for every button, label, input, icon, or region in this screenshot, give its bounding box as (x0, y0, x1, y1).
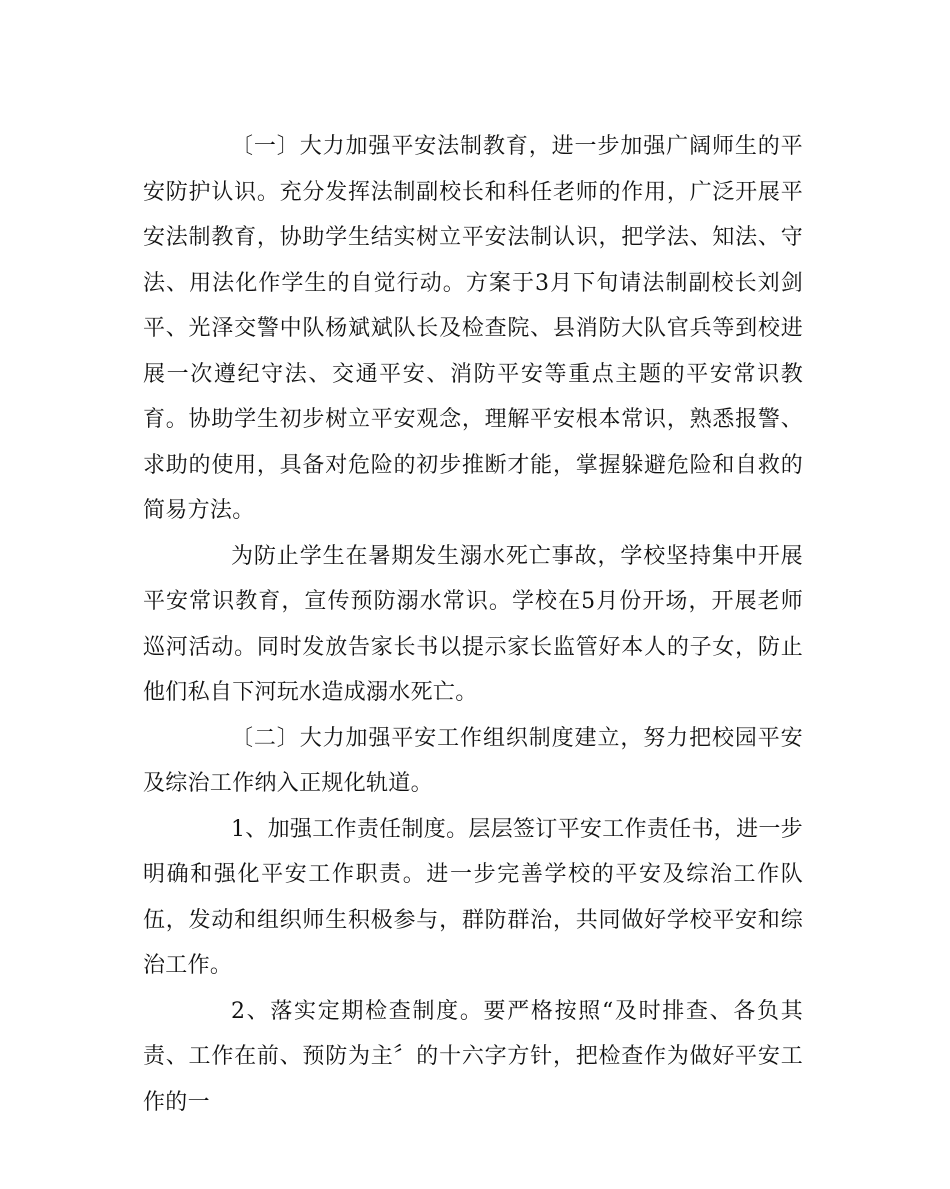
paragraph-organization-system: 〔二〕大力加强平安工作组织制度建立，努力把校园平安及综治工作纳入正规化轨道。 (143, 725, 803, 796)
document-body (143, 124, 803, 1125)
paragraph-safety-law-education: 〔一〕大力加强平安法制教育，进一步加强广阔师生的平安防护认识。充分发挥法制副校长和科任老师的作用，广泛开展平安法制教育，协助学生结实树立平安法制认识，把学法、知法、守法、用法化作学生的自觉行动。方案于3月下旬请法制副校长刘剑平、光泽交警中队杨斌斌队长及检查院、县消防大队官兵等到校进展一次遵纪守法、交通平安、消防平安等重点主题的平安常识教育。协助学生初步树立平安观念，理解平安根本常识，熟悉报警、求助的使用，具备对危险的初步推断才能，掌握躲避危险和自救的简易方法。 (143, 134, 803, 523)
paragraph-responsibility-system: 1、加强工作责任制度。层层签订平安工作责任书，进一步明确和强化平安工作职责。进一步完善学校的平安及综治工作队伍，发动和组织师生积极参与，群防群治，共同做好学校平安和综治工作。 (143, 816, 803, 978)
paragraph-inspection-system: 2、落实定期检查制度。要严格按照“及时排查、各负其责、工作在前、预防为主〞的十六字方针，把检查作为做好平安工作的一 (143, 998, 803, 1115)
paragraph-drowning-prevention: 为防止学生在暑期发生溺水死亡事故，学校坚持集中开展平安常识教育，宣传预防溺水常识。学校在5月份开场，开展老师巡河活动。同时发放告家长书以提示家长监管好本人的子女，防止他们私自下河玩水造成溺水死亡。 (143, 543, 803, 705)
